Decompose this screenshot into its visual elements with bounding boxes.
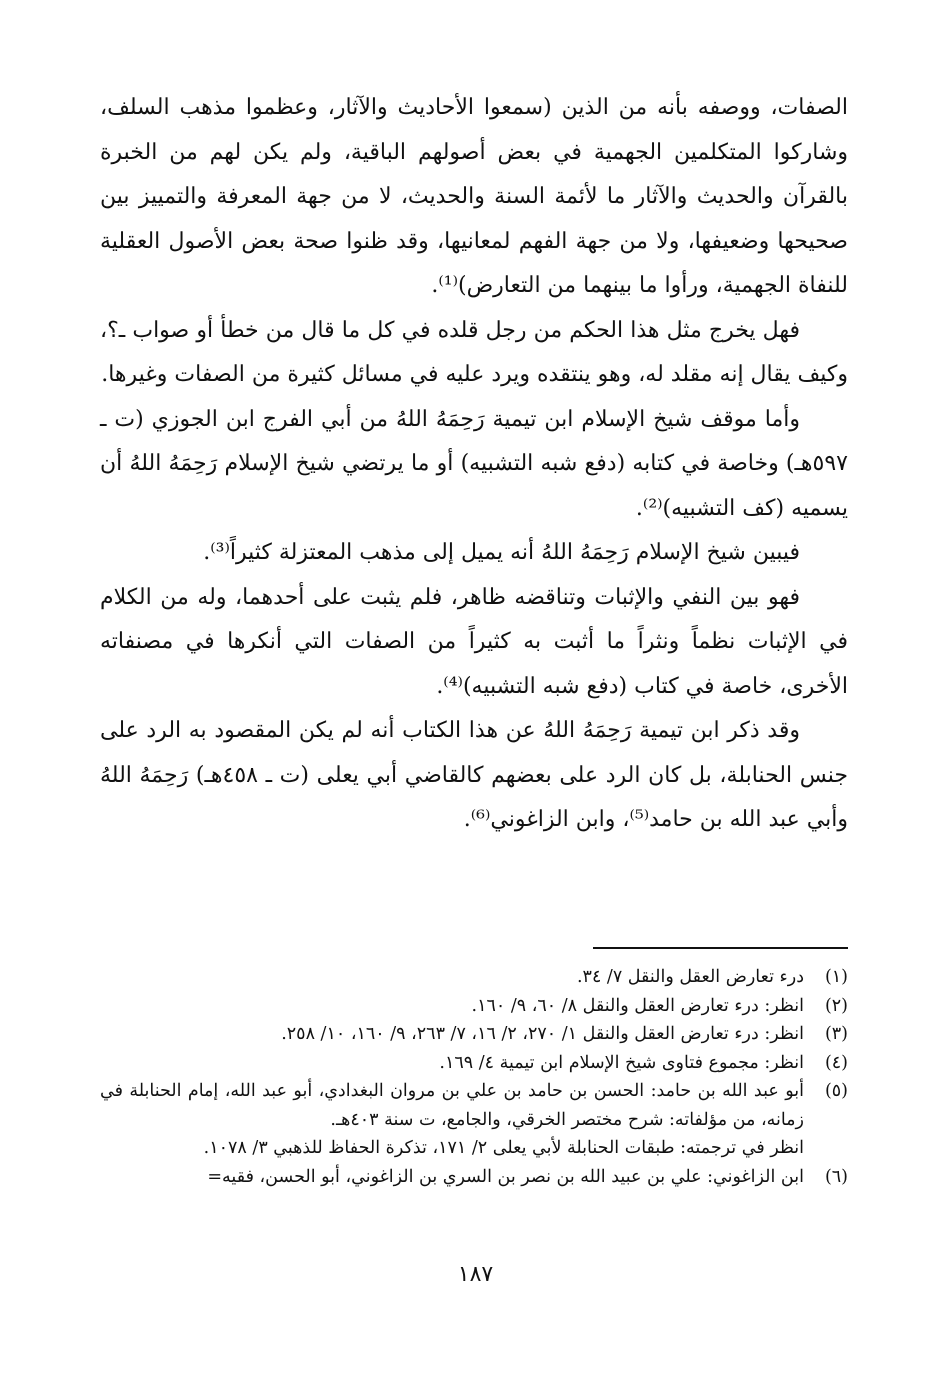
paragraph: فهل يخرج مثل هذا الحكم من رجل قلده في كل ما قال من خطأ أو صواب ـ؟، وكيف يقال إنه مقلد له، وهو ينتقده ويرد عليه في مسائل كثيرة من الصفات وغيرها. bbox=[100, 317, 848, 387]
footnote-number: (٥) bbox=[824, 1081, 848, 1101]
footnote-text: درء تعارض العقل والنقل ٧/ ٣٤. bbox=[576, 967, 804, 987]
paragraph: وقد ذكر ابن تيمية رَحِمَهُ اللهُ عن هذا الكتاب أنه لم يكن المقصود به الرد على جنس الحنابلة، بل كان الرد على بعضهم كالقاضي أبي يعلى (ت ـ ٤٥٨هـ) رَحِمَهُ اللهُ وأبي عبد الله بن حامد⁽⁵⁾، وابن الزاغوني⁽⁶⁾. bbox=[100, 718, 848, 832]
footnote bbox=[100, 1077, 848, 1163]
footnote bbox=[100, 992, 848, 1021]
footnote-number: (١) bbox=[824, 967, 848, 987]
paragraph: الصفات، ووصفه بأنه من الذين (سمعوا الأحاديث والآثار، وعظموا مذهب السلف، وشاركوا المتكلمين الجهمية في بعض أصولهم الباقية، ولم يكن لهم من الخبرة بالقرآن والحديث والآثار ما لأئمة السنة والحديث، لا من جهة المعرفة والتمييز بين صحيحها وضعيفها، ولا من جهة الفهم لمعانيها، وقد ظنوا صحة بعض الأصول العقلية للنفاة الجهمية، ورأوا ما بينهما من التعارض)⁽¹⁾. bbox=[100, 95, 848, 298]
footnote bbox=[100, 1020, 848, 1049]
footnote-text: انظر: درء تعارض العقل والنقل ١/ ٢٧٠، ٢/ ١٦، ٧/ ٢٦٣، ٩/ ١٦٠، ١٠/ ٢٥٨. bbox=[281, 1024, 804, 1044]
paragraph: وأما موقف شيخ الإسلام ابن تيمية رَحِمَهُ اللهُ من أبي الفرج ابن الجوزي (ت ـ ٥٩٧هـ) وخاصة في كتابه (دفع شبه التشبيه) أو ما يرتضي شيخ الإسلام رَحِمَهُ اللهُ أن يسميه (كف التشبيه)⁽²⁾. bbox=[100, 406, 848, 521]
footnote-text: ابن الزاغوني: علي بن عبيد الله بن نصر بن السري بن الزاغوني، أبو الحسن، فقيه= bbox=[207, 1166, 804, 1187]
footnote-number: (٦) bbox=[824, 1166, 848, 1187]
footnote-separator bbox=[593, 947, 848, 949]
footnote bbox=[100, 1163, 848, 1192]
footnote-number: (٢) bbox=[824, 995, 848, 1016]
footnote-text: انظر في ترجمته: طبقات الحنابلة لأبي يعلى ٢/ ١٧١، تذكرة الحفاظ للذهبي ٣/ ١٠٧٨. bbox=[203, 1138, 804, 1158]
page-number: ١٨٧ bbox=[457, 1262, 494, 1287]
footnote-text: انظر: درء تعارض العقل والنقل ٨/ ٦٠، ٩/ ١٦٠. bbox=[471, 995, 804, 1016]
footnotes bbox=[100, 963, 848, 1191]
footnote-text: انظر: مجموع فتاوى شيخ الإسلام ابن تيمية ٤/ ١٦٩. bbox=[439, 1052, 804, 1073]
footnote bbox=[100, 1049, 848, 1078]
paragraph: فيبين شيخ الإسلام رَحِمَهُ اللهُ أنه يميل إلى مذهب المعتزلة كثيراً⁽³⁾. bbox=[203, 540, 800, 565]
main-text bbox=[100, 86, 848, 843]
footnote-text: أبو عبد الله بن حامد: الحسن بن حامد بن علي بن مروان البغدادي، أبو عبد الله، إمام الحنابلة في زمانه، من مؤلفاته: شرح مختصر الخرقي، والجامع، ت سنة ٤٠٣هـ. bbox=[100, 1081, 804, 1130]
footnote bbox=[100, 963, 848, 992]
footnote-number: (٤) bbox=[824, 1052, 848, 1073]
paragraph: فهو بين النفي والإثبات وتناقضه ظاهر، فلم يثبت على أحدهما، وله من الكلام في الإثبات نظماً ونثراً ما أثبت به كثيراً من الصفات التي أنكرها في مصنفاته الأخرى، خاصة في كتاب (دفع شبه التشبيه)⁽⁴⁾. bbox=[100, 584, 848, 699]
footnote-number: (٣) bbox=[824, 1024, 848, 1044]
